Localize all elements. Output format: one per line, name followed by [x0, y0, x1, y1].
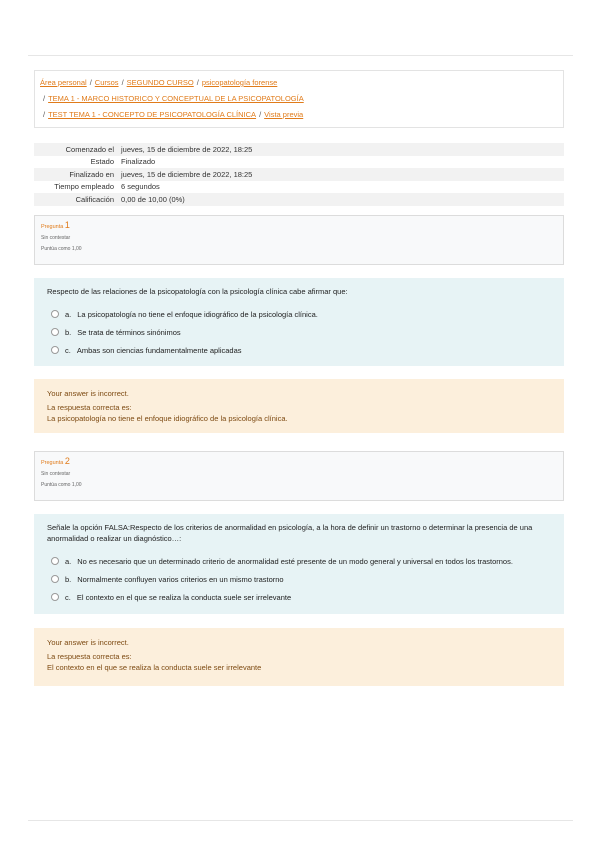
summary-row — [34, 193, 564, 206]
option-letter: c. — [65, 345, 71, 355]
radio-button[interactable] — [51, 593, 59, 601]
summary-label: Tiempo empleado — [54, 182, 114, 192]
question-prompt: Señale la opción FALSA:Respecto de los criterios de anormalidad en psicología, a la hora de definir un trastorno o determinar la presencia de una anormalidad o realizar un diagnóstico…: — [47, 523, 533, 543]
option-letter: b. — [65, 327, 72, 337]
right-answer-label: La respuesta correcta es: — [47, 403, 132, 412]
breadcrumb-tema[interactable]: TEMA 1 - MARCO HISTORICO Y CONCEPTUAL DE LA PSICOPATOLOGÍA — [48, 94, 304, 103]
summary-value: 0,00 de 10,00 (0%) — [121, 194, 185, 204]
question-marks: Puntúa como 1,00 — [41, 246, 82, 252]
breadcrumb-area-personal[interactable]: Área personal — [40, 78, 87, 87]
question-1-content — [34, 278, 564, 366]
answer-option-a[interactable] — [47, 305, 551, 323]
answer-option-b[interactable] — [47, 323, 551, 341]
question-1-info — [34, 215, 564, 265]
question-number — [41, 456, 557, 466]
question-prompt: Respecto de las relaciones de la psicopatología con la psicología clínica cabe afirmar que: — [47, 287, 348, 296]
summary-label: Estado — [90, 157, 114, 167]
breadcrumb-separator: / — [121, 78, 124, 87]
question-1-feedback — [34, 379, 564, 433]
option-text: Normalmente confluyen varios criterios en un mismo trastorno — [77, 574, 284, 584]
option-letter: a. — [65, 309, 72, 319]
summary-label: Calificación — [75, 194, 114, 204]
summary-label: Comenzado el — [65, 144, 114, 154]
breadcrumb-separator: / — [43, 94, 46, 103]
feedback-status: Your answer is incorrect. — [47, 638, 129, 647]
attempt-summary — [34, 143, 564, 206]
radio-button[interactable] — [51, 310, 59, 318]
option-text: Se trata de términos sinónimos — [77, 327, 181, 337]
breadcrumb-separator: / — [43, 110, 46, 119]
answer-option-c[interactable] — [47, 588, 551, 606]
radio-button[interactable] — [51, 557, 59, 565]
breadcrumb-test[interactable]: TEST TEMA 1 - CONCEPTO DE PSICOPATOLOGÍA CLÍNICA — [48, 110, 257, 119]
breadcrumb-separator: / — [89, 78, 92, 87]
top-divider — [28, 55, 573, 56]
radio-button[interactable] — [51, 575, 59, 583]
breadcrumb-line-3 — [40, 107, 558, 123]
question-marks: Puntúa como 1,00 — [41, 482, 82, 488]
feedback-status: Your answer is incorrect. — [47, 389, 129, 398]
answer-option-b[interactable] — [47, 570, 551, 588]
breadcrumb-separator: / — [196, 78, 199, 87]
question-2-info — [34, 451, 564, 501]
summary-label: Finalizado en — [69, 169, 114, 179]
answer-option-c[interactable] — [47, 341, 551, 359]
option-text: Ambas son ciencias fundamentalmente aplicadas — [76, 345, 242, 355]
summary-value: jueves, 15 de diciembre de 2022, 18:25 — [121, 169, 253, 179]
question-number-value: 2 — [64, 456, 70, 466]
option-text: La psicopatología no tiene el enfoque idiográfico de la psicología clínica. — [77, 309, 318, 319]
question-2-content — [34, 514, 564, 614]
question-number — [41, 220, 557, 230]
answer-option-a[interactable] — [47, 552, 551, 570]
breadcrumb-separator: / — [259, 110, 262, 119]
breadcrumb-cursos[interactable]: Cursos — [94, 78, 119, 87]
option-letter: c. — [65, 592, 71, 602]
question-label: Pregunta — [41, 224, 64, 230]
right-answer-text: El contexto en el que se realiza la conducta suele ser irrelevante — [47, 663, 262, 672]
summary-row — [34, 143, 564, 156]
right-answer-label: La respuesta correcta es: — [47, 652, 132, 661]
summary-row — [34, 181, 564, 194]
summary-value: 6 segundos — [121, 182, 160, 192]
breadcrumb — [34, 70, 564, 128]
option-text: No es necesario que un determinado criterio de anormalidad esté presente de un modo general y universal en todos los trastornos. — [77, 556, 513, 566]
radio-button[interactable] — [51, 328, 59, 336]
question-number-value: 1 — [64, 220, 70, 230]
bottom-divider — [28, 820, 573, 821]
option-letter: b. — [65, 574, 72, 584]
breadcrumb-line-1 — [40, 75, 558, 91]
summary-value: jueves, 15 de diciembre de 2022, 18:25 — [121, 144, 253, 154]
breadcrumb-course[interactable]: psicopatología forense — [201, 78, 278, 87]
summary-row — [34, 168, 564, 181]
question-label: Pregunta — [41, 460, 64, 466]
question-status: Sin contestar — [41, 471, 71, 477]
question-status: Sin contestar — [41, 235, 71, 241]
option-letter: a. — [65, 556, 72, 566]
summary-value: Finalizado — [121, 157, 156, 167]
breadcrumb-vista-previa[interactable]: Vista previa — [264, 110, 304, 119]
right-answer-text: La psicopatología no tiene el enfoque idiográfico de la psicología clínica. — [47, 414, 288, 423]
summary-row — [34, 156, 564, 169]
radio-button[interactable] — [51, 346, 59, 354]
breadcrumb-segundo-curso[interactable]: SEGUNDO CURSO — [126, 78, 194, 87]
option-text: El contexto en el que se realiza la conducta suele ser irrelevante — [76, 592, 292, 602]
breadcrumb-line-2 — [40, 91, 558, 107]
question-2-feedback — [34, 628, 564, 686]
